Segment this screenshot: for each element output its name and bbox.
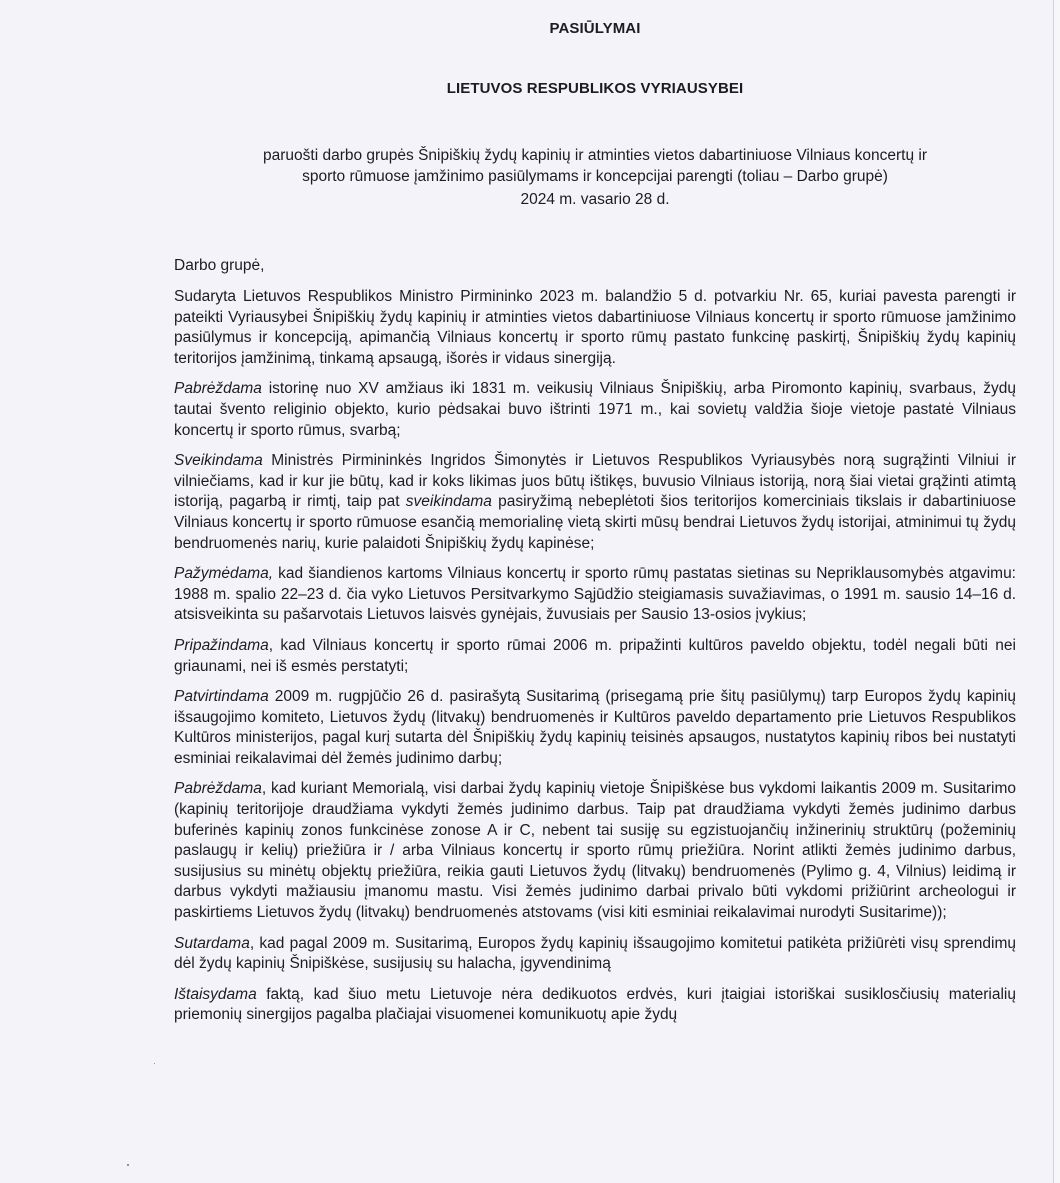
paragraph-pripazindama (174, 636, 1016, 677)
document-title: PASIŪLYMAI (549, 20, 641, 37)
paragraph-lead: Sutardama (174, 934, 250, 952)
paragraph-text: Ministrės Pirmininkės Ingridos Šimonytės ir Lietuvos Respublikos Vyriausybės norą sugrąžinti Vilniui ir vilniečiams, kad ir kur jie būtų, kad ir koks likimas juos būtų ištikęs, buvusio Vilniaus istoriją, norą šiai vietai grąžinti atimtą istoriją, pagarbą ir rimtį, taip pat (174, 452, 1016, 511)
document-date: 2024 m. vasario 28 d. (520, 191, 670, 208)
paragraph-sveikindama (174, 451, 1016, 554)
paragraph-lead: Patvirtindama (174, 688, 269, 706)
paragraph-text: Sudaryta Lietuvos Respublikos Ministro Pirmininko 2023 m. balandžio 5 d. potvarkiu Nr. 65, kuriai pavesta parengti ir pateikti Vyriausybei Šnipiškių žydų kapinių ir atminties vietos dabartiniuose Vilniaus koncertų ir sporto rūmuose įamžinimo pasiūlymus ir koncepciją, apimančią Vilniaus koncertų ir sporto rūmų pastato funkcinę paskirtį, Šnipiškių žydų kapinių teritorijos įamžinimą, tinkamą apsaugą, išorės ir vidaus sinergiją. (174, 288, 1016, 367)
paragraph-text: , kad kuriant Memorialą, visi darbai žydų kapinių vietoje Šnipiškėse bus vykdomi laikantis 2009 m. Susitarimo (kapinių teritorijoje draudžiama vykdyti žemės judinimo darbus. Taip pat draudžiama vykdyti žemės judinimo darbus buferinės kapinių zonos funkcinėse zonose A ir C, nebent tai susiję su egzistuojančių inžinerinių struktūrų (požeminių paslaugų ir kelių) priežiūra ir / arba Vilniaus koncertų ir sporto rūmų priežiūra. Norint atlikti žemės judinimo darbus, susijusius su minėtų objektų priežiūra, reikia gauti Lietuvos žydų (litvakų) bendruomenės (Pylimo g. 4, Vilnius) leidimą ir darbus vykdyti mažiausiu įmanomu mastu. Visi žemės judinimo darbai privalo būti vykdomi prižiūrint archeologui ir paskirtiems Lietuvos žydų (litvakų) bendruomenės atstovams (visi kiti esminiai reikalavimai nurodyti Susitarime)); (174, 780, 1016, 922)
paragraph-lead: Sveikindama (174, 452, 263, 470)
paragraph-istaisydama (174, 985, 1016, 1026)
paragraph-sudaryta (174, 287, 1016, 369)
paragraph-lead: Pažymėdama, (174, 565, 274, 583)
paragraph-text: , kad pagal 2009 m. Susitarimą, Europos žydų kapinių išsaugojimo komitetui patikėta prižiūrėti visų sprendimų dėl žydų kapinių Šnipiškėse, susijusių su halacha, įgyvendinimą (174, 934, 1016, 973)
paragraph-patvirtindama (174, 687, 1016, 769)
paragraph-text: istorinę nuo XV amžiaus iki 1831 m. veikusių Vilniaus Šnipiškių, arba Piromonto kapinių, svarbaus, žydų tautai švento religinio objekto, kurio pėdsakai buvo ištrinti 1971 m., kai sovietų valdžia šioje vietoje pastatė Vilniaus koncertų ir sporto rūmus, svarbą; (174, 380, 1016, 439)
paragraph-text: kad šiandienos kartoms Vilniaus koncertų ir sporto rūmų pastatas sietinas su Nepriklausomybės atgavimu: 1988 m. spalio 22–23 d. čia vyko Lietuvos Persitvarkymo Sąjūdžio steigiamasis suvažiavimas, o 1991 m. sausio 14–16 d. atsisveikinta su pašarvotais Lietuvos laisvės gynėjais, žuvusiais per Sausio 13-osios įvykius; (174, 565, 1016, 624)
paragraph-lead: Ištaisydama (174, 985, 257, 1003)
scan-speck (127, 1164, 129, 1166)
salutation: Darbo grupė, (174, 257, 265, 274)
subtitle-line-2: sporto rūmuose įamžinimo pasiūlymams ir koncepcijai parengti (toliau – Darbo grupė) (302, 168, 888, 185)
paragraph-lead: Pripažindama (174, 636, 269, 654)
body-paragraphs (174, 287, 1016, 1036)
paragraph-pazymedama (174, 564, 1016, 626)
paragraph-lead: Pabrėždama (174, 380, 262, 398)
paragraph-sutardama (174, 934, 1016, 975)
subtitle-line-1: paruošti darbo grupės Šnipiškių žydų kapinių ir atminties vietos dabartiniuose Vilniaus koncertų ir (263, 147, 927, 164)
scan-speck (154, 1063, 155, 1064)
paragraph-lead: Pabrėždama (174, 780, 262, 798)
paragraph-text: faktą, kad šiuo metu Lietuvoje nėra dedikuotos erdvės, kuri įtaigiai istoriškai susiklosčiusių materialių priemonių sinergijos pagalba plačiajai visuomenei komunikuotų apie žydų (174, 985, 1016, 1024)
paragraph-text: , kad Vilniaus koncertų ir sporto rūmai 2006 m. pripažinti kultūros paveldo objektu, todėl negali būti nei griaunami, nei iš esmės perstatyti; (174, 636, 1016, 675)
document-subtitle (174, 145, 1016, 187)
paragraph-pabrezdama-1 (174, 379, 1016, 441)
paragraph-text: 2009 m. rugpjūčio 26 d. pasirašytą Susitarimą (prisegamą prie šitų pasiūlymų) tarp Europos žydų kapinių išsaugojimo komiteto, Lietuvos žydų (litvakų) bendruomenės ir Kultūros paveldo departamento prie Lietuvos Respublikos Kultūros ministerijos, pagal kurį sutarta dėl Šnipiškių žydų kapinių teisinės apsaugos, nustatytos kapinių ribos bei nustatyti esminiai reikalavimai dėl žemės judinimo darbų; (174, 688, 1016, 767)
paragraph-text-after: pasiryžimą nebeplėtoti šios teritorijos komerciniais tikslais ir dabartiniuose Vilniaus koncertų ir sporto rūmuose esančią memorialinę vietą skirti mūsų bendrai Lietuvos žydų istorijai, atminimui tų žydų bendruomenės narių, kurie palaidoti Šnipiškių žydų kapinėse; (174, 493, 1017, 552)
paragraph-pabrezdama-2 (174, 779, 1016, 923)
document-addressee: LIETUVOS RESPUBLIKOS VYRIAUSYBEI (446, 80, 744, 97)
paragraph-inline-italic: sveikindama (405, 493, 492, 511)
page-margin-outside (1054, 0, 1060, 1183)
